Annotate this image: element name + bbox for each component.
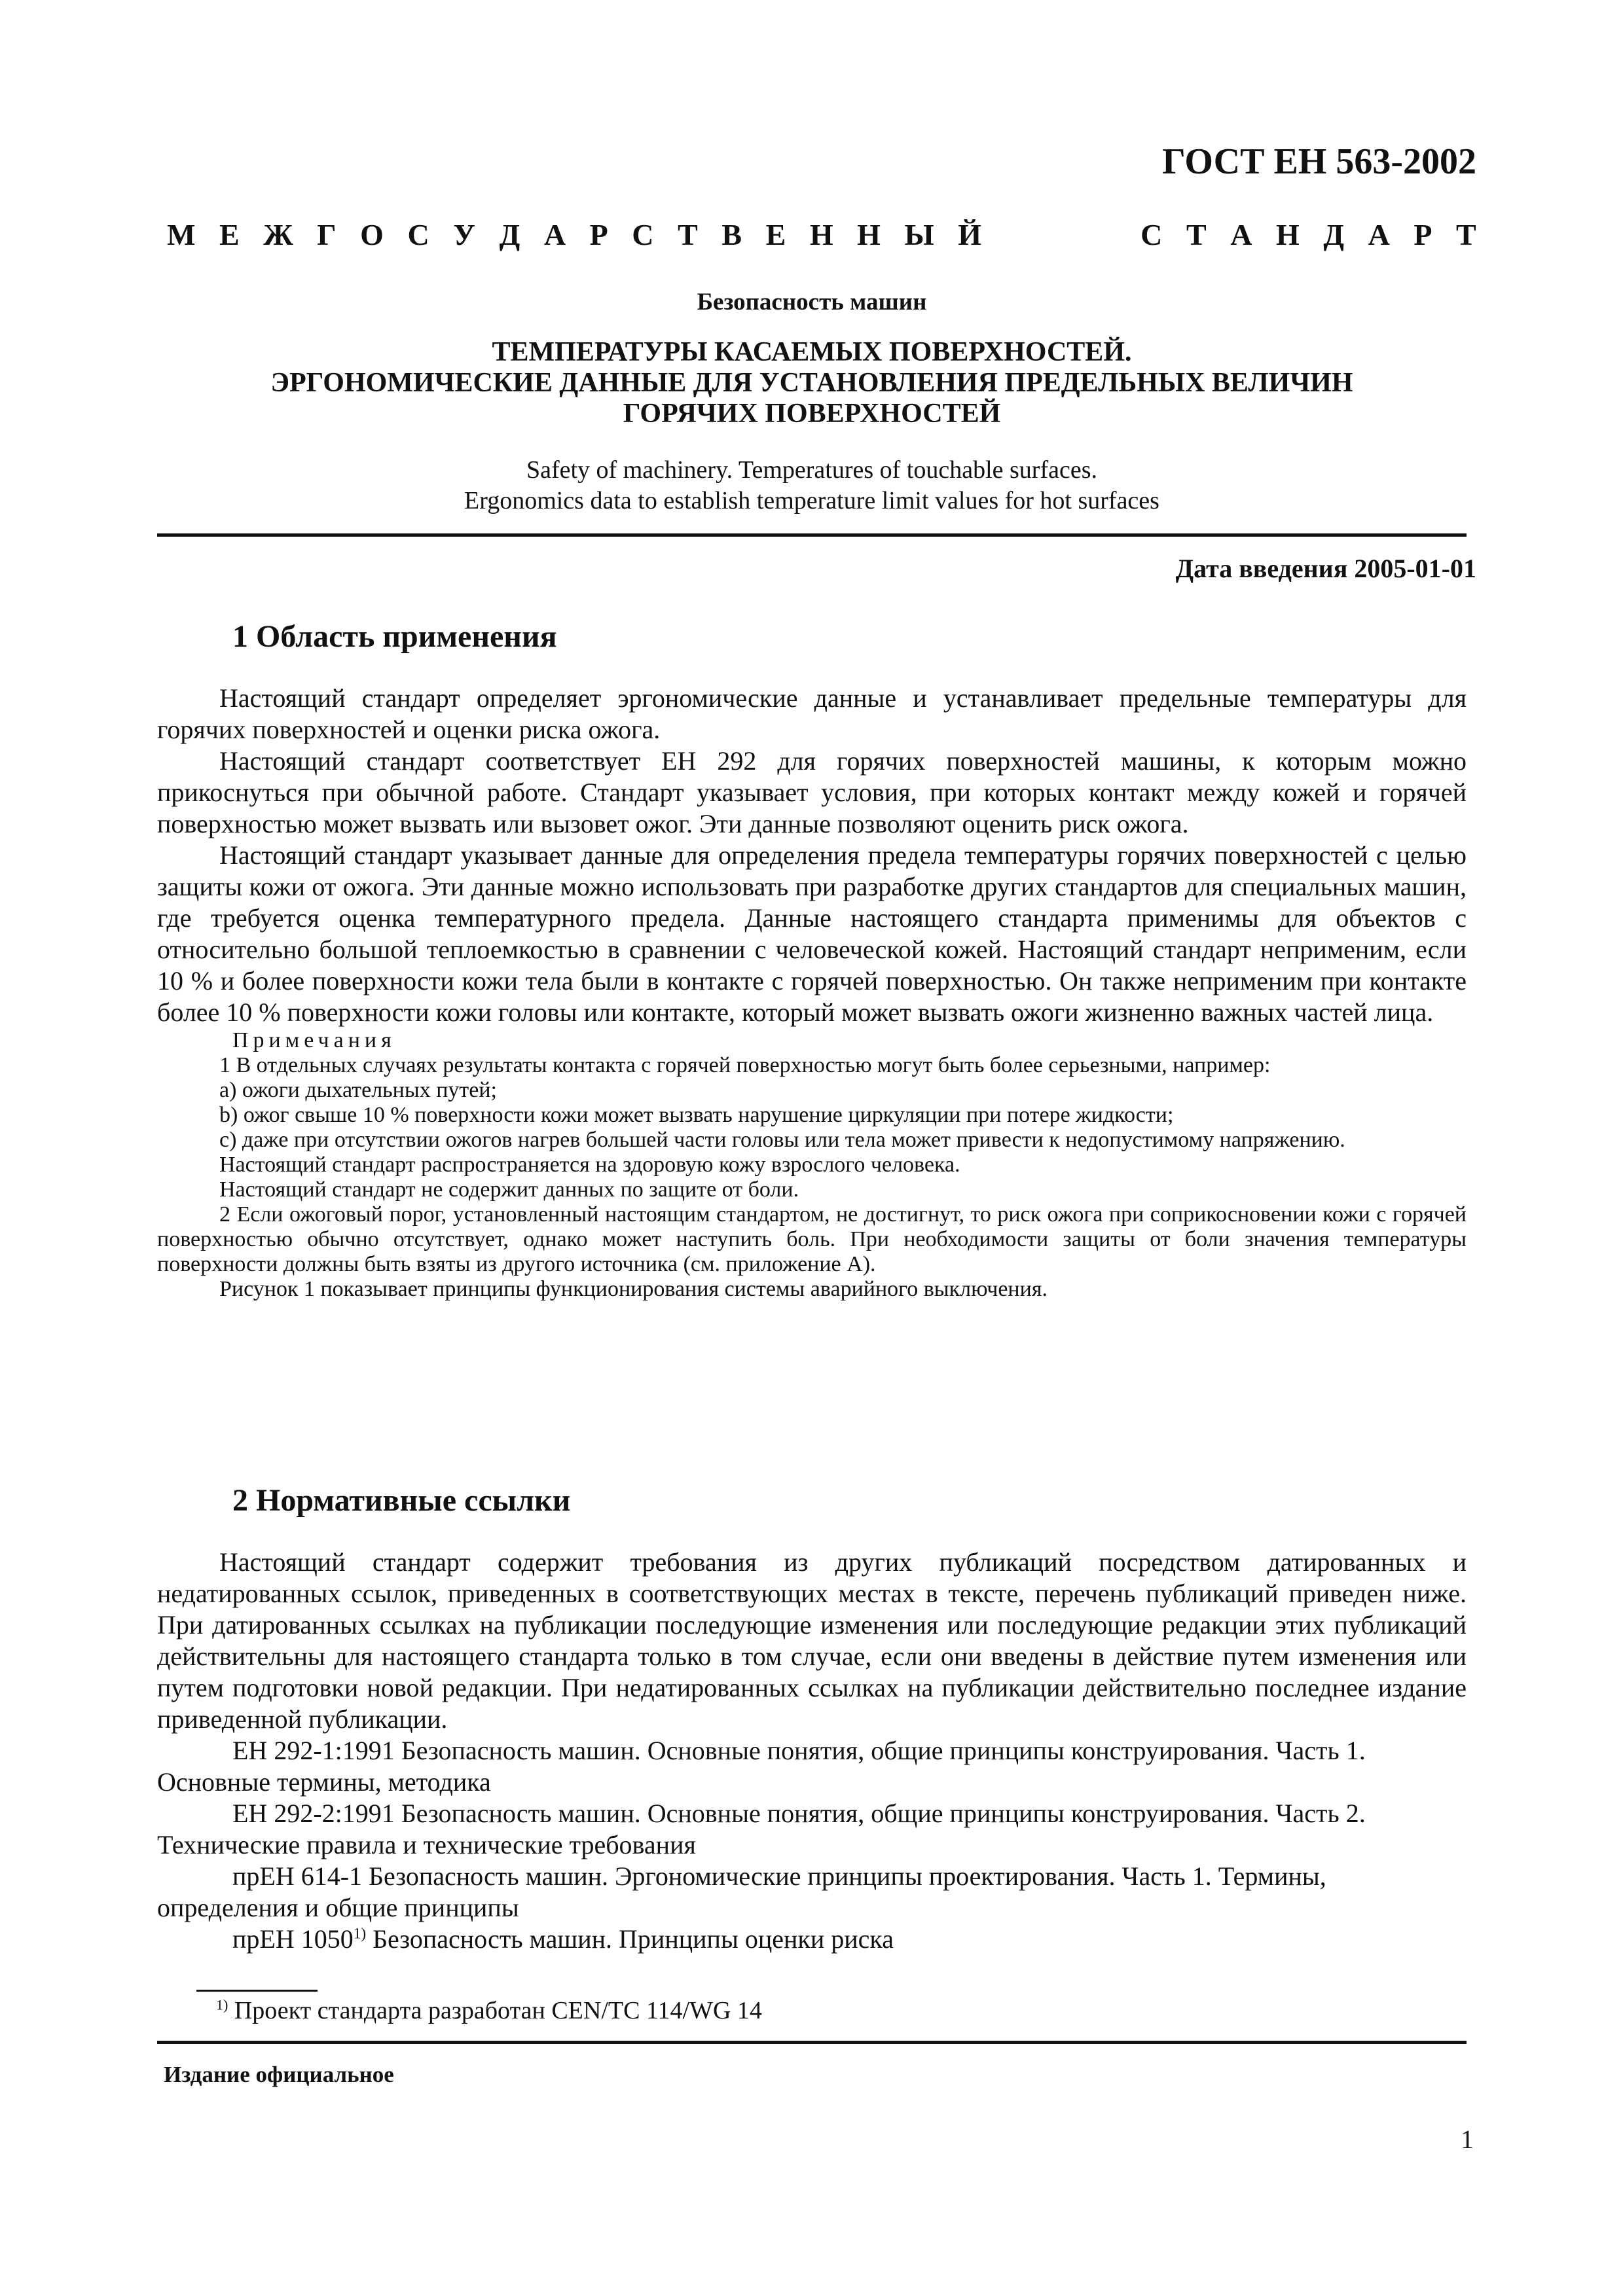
- title-line: ГОРЯЧИХ ПОВЕРХНОСТЕЙ: [623, 399, 1001, 429]
- reference-item: ЕН 292-2:1991 Безопасность машин. Основные понятия, общие принципы конструирования. Часть 2. Технические правила и технические требования: [157, 1799, 1366, 1859]
- title-line: ЭРГОНОМИЧЕСКИЕ ДАННЫЕ ДЛЯ УСТАНОВЛЕНИЯ ПРЕДЕЛЬНЫХ ВЕЛИЧИН: [270, 368, 1353, 398]
- banner-letter: Н: [809, 218, 833, 251]
- reference-title: Безопасность машин. Принципы оценки риска: [366, 1924, 894, 1954]
- banner-letter: С: [1140, 218, 1163, 251]
- banner-letter: О: [360, 218, 384, 251]
- reference-item: прЕН 614-1 Безопасность машин. Эргономические принципы проектирования. Часть 1. Термины, определения и общие принципы: [157, 1861, 1326, 1922]
- paragraph: Настоящий стандарт соответствует ЕН 292 для горячих поверхностей машины, к которым можно прикоснуться при обычной работе. Стандарт указывает условия, при которых контакт между кожей и горячей поверхностью может вызвать или вызовет ожог. Эти данные позволяют оценить риск ожога.: [157, 746, 1467, 838]
- section-1-body: [157, 683, 1467, 1302]
- banner-letter: Й: [958, 218, 982, 251]
- document-title: [157, 337, 1467, 429]
- banner-letter: Е: [765, 218, 786, 251]
- english-title: [157, 455, 1467, 516]
- title-line: ТЕМПЕРАТУРЫ КАСАЕМЫХ ПОВЕРХНОСТЕЙ.: [492, 337, 1132, 367]
- banner-letter: А: [543, 218, 566, 251]
- paragraph: Настоящий стандарт содержит требования из других публикаций посредством датированных и недатированных ссылок, приведенных в соответствующих местах в тексте, перечень публикаций приведен ниже. При датированных ссылках на публикации последующие изменения или последующие редакции этих публикаций действительны для настоящего стандарта только в том случае, если они введены в действие путем изменения или путем подготовки новой редакции. При недатированных ссылках на публикации действительно последнее издание приведенной публикации.: [157, 1547, 1467, 1734]
- note-text: а) ожоги дыхательных путей;: [219, 1078, 498, 1102]
- note-text: с) даже при отсутствии ожогов нагрев большей части головы или тела может привести к недопустимому напряжению.: [219, 1128, 1345, 1152]
- footnote-divider: [196, 1990, 318, 1992]
- banner-letter: Е: [219, 218, 240, 251]
- paragraph: Настоящий стандарт указывает данные для определения предела температуры горячих поверхностей с целью защиты кожи от ожога. Эти данные можно использовать при разработке других стандартов для специальных машин, где требуется оценка температурного предела. Данные настоящего стандарта применимы для объектов с относительно большой теплоемкостью в сравнении с человеческой кожей. Настоящий стандарт неприменим, если 10 % и более поверхности кожи тела были в контакте с горячей поверхностью. Он также неприменим при контакте более 10 % поверхности кожи головы или контакте, который может вызвать ожоги жизненно важных частей лица.: [157, 840, 1467, 1027]
- section-2-heading: 2 Нормативные ссылки: [232, 1483, 571, 1518]
- banner-letter: Д: [1323, 218, 1344, 251]
- footnote-mark[interactable]: 1): [353, 1925, 367, 1943]
- standard-number: ГОСТ ЕН 563-2002: [1162, 141, 1476, 182]
- interstate-standard-banner: [167, 217, 1476, 252]
- note-text: b) ожог свыше 10 % поверхности кожи может вызвать нарушение циркуляции при потере жидкости;: [219, 1103, 1174, 1127]
- banner-letter: Д: [499, 218, 520, 251]
- section-2-body: [157, 1547, 1467, 1955]
- notes-heading: Примечания: [232, 1028, 396, 1052]
- banner-letter: Ы: [904, 218, 934, 251]
- banner-letter: Т: [678, 218, 698, 251]
- banner-letter: С: [407, 218, 429, 251]
- banner-letter: А: [1368, 218, 1390, 251]
- banner-letter: Т: [1456, 218, 1476, 251]
- banner-letter: У: [453, 218, 476, 251]
- note-text: Рисунок 1 показывает принципы функционирования системы аварийного выключения.: [219, 1277, 1048, 1301]
- banner-letter: Р: [589, 218, 608, 251]
- reference-item: ЕН 292-1:1991 Безопасность машин. Основные понятия, общие принципы конструирования. Часть 1. Основные термины, методика: [157, 1736, 1366, 1797]
- note-text: Настоящий стандарт не содержит данных по защите от боли.: [219, 1177, 799, 1202]
- subtitle-line: Safety of machinery. Temperatures of touchable surfaces.: [526, 456, 1098, 484]
- subtitle-line: Ergonomics data to establish temperature limit values for hot surfaces: [464, 487, 1159, 514]
- header-divider: [157, 533, 1467, 537]
- banner-letter: Н: [857, 218, 881, 251]
- note-text: 1 В отдельных случаях результаты контакта с горячей поверхностью могут быть более серьезными, например:: [219, 1053, 1271, 1077]
- note-text: 2 Если ожоговый порог, установленный настоящим стандартом, не достигнут, то риск ожога при соприкосновении кожи с горячей поверхностью обычно отсутствует, однако может наступить боль. При необходимости защиты от боли значения температуры поверхности должны быть взяты из другого источника (см. приложение А).: [157, 1202, 1467, 1276]
- footnote: [216, 1996, 762, 2025]
- banner-letter: С: [632, 218, 654, 251]
- official-edition-label: Издание официальное: [164, 2062, 394, 2087]
- banner-letter: Г: [317, 218, 337, 251]
- banner-letter: М: [167, 218, 196, 251]
- paragraph: Настоящий стандарт определяет эргономические данные и устанавливает предельные температуры для горячих поверхностей и оценки риска ожога.: [157, 683, 1467, 744]
- banner-letter: Т: [1186, 218, 1207, 251]
- footnote-number: 1): [216, 1996, 228, 2013]
- safety-heading: Безопасность машин: [697, 289, 927, 315]
- introduction-date: Дата введения 2005-01-01: [1175, 554, 1476, 583]
- page-number: 1: [1461, 2125, 1474, 2154]
- banner-letter: Н: [1276, 218, 1300, 251]
- footer-divider: [157, 2041, 1467, 2044]
- footnote-text: Проект стандарта разработан CEN/TC 114/WG 14: [228, 1997, 762, 2024]
- banner-letter: А: [1230, 218, 1252, 251]
- reference-code: прЕН 1050: [232, 1924, 354, 1954]
- banner-letter: В: [721, 218, 742, 251]
- banner-letter: Ж: [263, 218, 293, 251]
- banner-letter: Р: [1413, 218, 1432, 251]
- reference-item: [157, 1924, 1467, 1955]
- section-1-heading: 1 Область применения: [232, 619, 557, 654]
- banner-word-gap: [1006, 217, 1117, 252]
- note-text: Настоящий стандарт распространяется на здоровую кожу взрослого человека.: [219, 1153, 960, 1177]
